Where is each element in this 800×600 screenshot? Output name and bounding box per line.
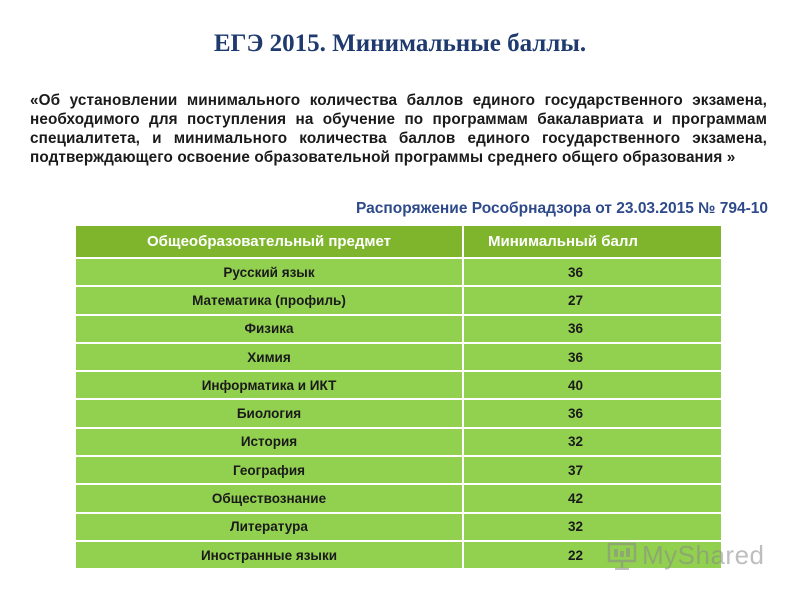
decree-source: Распоряжение Рособрнадзора от 23.03.2015 № 794-10 <box>356 200 768 217</box>
score-cell: 36 <box>463 258 722 286</box>
watermark-text: MyShared <box>642 540 765 570</box>
subject-cell: Информатика и ИКТ <box>75 371 463 399</box>
subject-cell: География <box>75 456 463 484</box>
score-cell: 32 <box>463 513 722 541</box>
subject-cell: Биология <box>75 399 463 427</box>
table-row <box>75 428 722 456</box>
table-row <box>75 286 722 314</box>
table-row <box>75 513 722 541</box>
header-score: Минимальный балл <box>463 225 722 258</box>
table-row <box>75 484 722 512</box>
score-cell: 36 <box>463 315 722 343</box>
decree-quote: «Об установлении минимального количества баллов единого государственного экзамена, необходимого для поступления на обучение по программам бакалавриата и программам специалитета, и минимального количества баллов единого государственного экзамена, подтверждающего освоение образовательной программы среднего общего образования » <box>30 92 767 166</box>
score-cell: 37 <box>463 456 722 484</box>
scores-table <box>74 224 723 570</box>
header-subject: Общеобразовательный предмет <box>75 225 463 258</box>
table-row <box>75 456 722 484</box>
scores-table-container <box>74 224 693 570</box>
score-cell: 42 <box>463 484 722 512</box>
subject-cell: Физика <box>75 315 463 343</box>
score-cell: 22 <box>463 541 722 569</box>
table-row <box>75 343 722 371</box>
myshared-watermark[interactable] <box>606 540 766 574</box>
table-header-row <box>75 225 722 258</box>
table-row <box>75 399 722 427</box>
score-cell: 27 <box>463 286 722 314</box>
subject-cell: Математика (профиль) <box>75 286 463 314</box>
score-cell: 36 <box>463 399 722 427</box>
subject-cell: Обществознание <box>75 484 463 512</box>
page-title: ЕГЭ 2015. Минимальные баллы. <box>213 30 587 57</box>
table-row <box>75 371 722 399</box>
subject-cell: Химия <box>75 343 463 371</box>
subject-cell: Литература <box>75 513 463 541</box>
subject-cell: История <box>75 428 463 456</box>
presentation-board-icon <box>606 542 638 570</box>
score-cell: 40 <box>463 371 722 399</box>
score-cell: 32 <box>463 428 722 456</box>
subject-cell: Иностранные языки <box>75 541 463 569</box>
score-cell: 36 <box>463 343 722 371</box>
table-row <box>75 315 722 343</box>
subject-cell: Русский язык <box>75 258 463 286</box>
table-row <box>75 258 722 286</box>
